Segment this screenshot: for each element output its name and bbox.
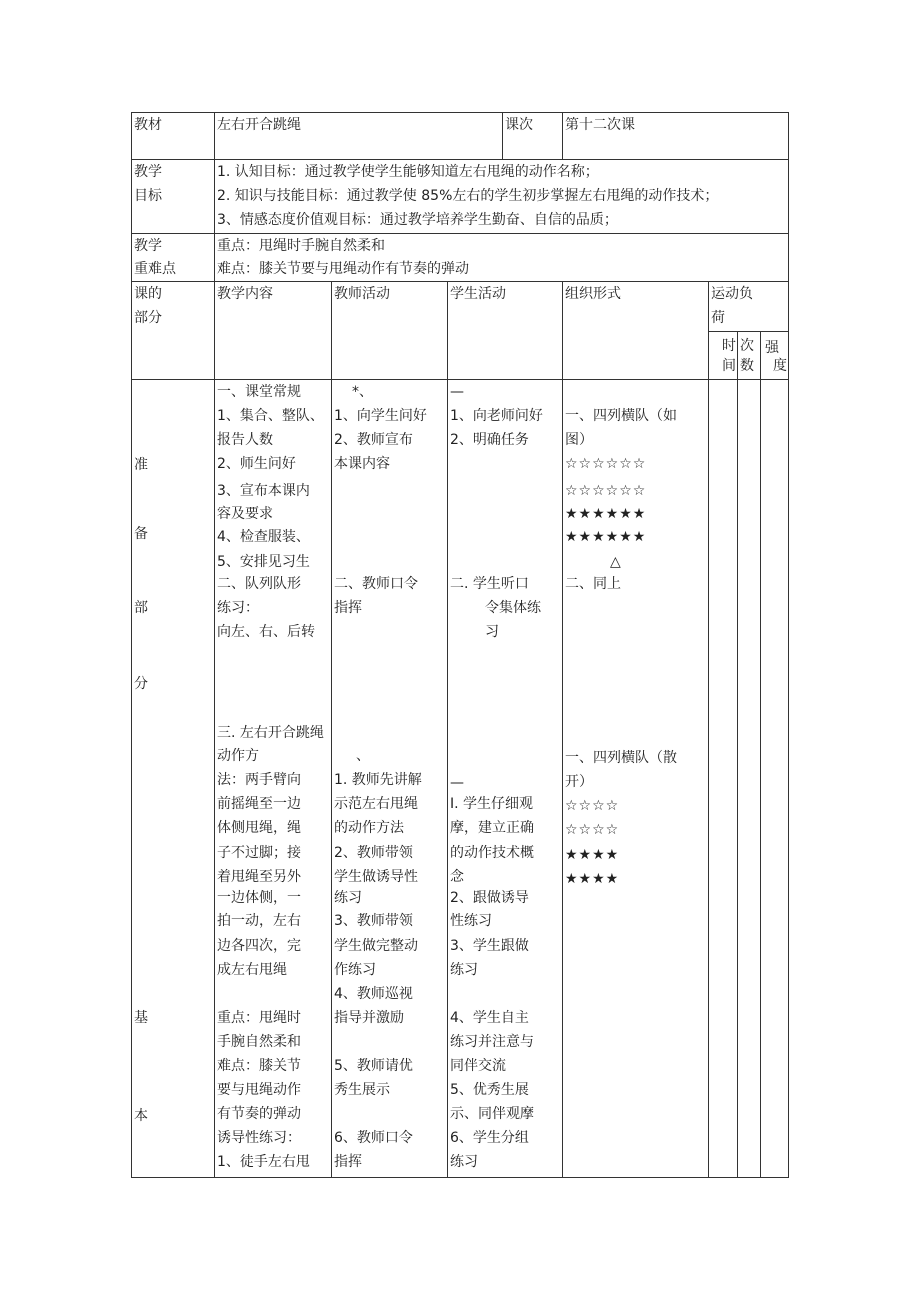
table-rule [331,281,332,1178]
student-line: 2、跟做诱导 [450,890,529,906]
teacher-line: 作练习 [334,962,376,978]
content-line: 要与甩绳动作 [217,1082,301,1098]
table-rule [708,281,709,1178]
student-line: 同伴交流 [450,1058,506,1074]
teacher-line: 3、教师带领 [334,913,413,929]
part-label: 备 [134,526,148,542]
table-border-right [788,112,789,1178]
table-rule [502,112,503,160]
student-line: 习 [485,624,499,640]
column-header-load: 荷 [711,310,725,326]
column-header-student: 学生活动 [450,286,506,302]
content-line: 2、师生问好 [217,456,296,472]
key-points-label: 教学 [134,238,162,254]
material-value: 左右开合跳绳 [217,117,301,133]
table-rule [214,112,215,1178]
student-line: 的动作技术概 [450,845,534,861]
student-mark: — [450,384,464,400]
teacher-line: 指挥 [334,1154,362,1170]
content-line: 练习： [217,600,259,616]
content-line: 5、安排见习生 [217,554,310,570]
org-line: 开） [565,774,593,790]
lesson-number-label: 课次 [505,117,533,133]
key-points-label: 重难点 [134,261,176,277]
content-line: 容及要求 [217,506,273,522]
teacher-line: 秀生展示 [334,1082,390,1098]
teacher-line: 指导并激励 [334,1010,404,1026]
student-mark: — [450,775,464,791]
column-header-count: 数 [740,358,754,374]
student-line: 练习并注意与 [450,1034,534,1050]
table-rule [562,281,563,1178]
formation-row-outline-stars: ☆☆☆☆ [565,798,620,814]
student-line: 摩，建立正确 [450,820,534,836]
teacher-line: 学生做完整动 [334,938,418,954]
column-header-part: 部分 [134,310,162,326]
table-border-left [131,112,132,1178]
org-line: 二、同上 [565,576,621,592]
teacher-line: 1、向学生问好 [334,408,427,424]
formation-row-filled-stars: ★★★★★★ [565,529,647,545]
content-line: 诱导性练习： [217,1130,301,1146]
student-line: 6、学生分组 [450,1130,529,1146]
column-header-organization: 组织形式 [565,286,621,302]
content-line: 重点：甩绳时 [217,1010,301,1026]
goals-label: 教学 [134,164,162,180]
part-label: 本 [134,1108,148,1124]
column-header-teacher: 教师活动 [334,286,390,302]
content-line: 一、课堂常规 [217,384,301,400]
teacher-line: 5、教师请优 [334,1058,413,1074]
goal-item: 1. 认知目标：通过教学使学生能够知道左右甩绳的动作名称； [217,164,599,180]
content-line: 前摇绳至一边 [217,796,301,812]
formation-row-outline-stars: ☆☆☆☆☆☆ [565,483,647,499]
teacher-line: 二、教师口令 [334,576,418,592]
teacher-position-triangle: △ [610,554,621,570]
content-line: 成左右甩绳 [217,962,287,978]
part-label: 分 [134,676,148,692]
content-line: 二、队列队形 [217,576,301,592]
part-label: 部 [134,600,148,616]
column-header-content: 教学内容 [217,286,273,302]
student-line: 4、学生自主 [450,1010,529,1026]
table-rule [760,331,761,1178]
lesson-number-value: 第十二次课 [565,117,635,133]
table-border-bottom [131,1177,789,1178]
student-line: 1、向老师问好 [450,408,543,424]
focus-point: 重点：甩绳时手腕自然柔和 [217,238,385,254]
content-line: 子不过脚；接 [217,845,301,861]
goal-item: 3、情感态度价值观目标：通过教学培养学生勤奋、自信的品质； [217,212,618,228]
formation-row-filled-stars: ★★★★ [565,847,620,863]
content-line: 体侧甩绳，绳 [217,820,301,836]
difficulty-point: 难点：膝关节要与甩绳动作有节奏的弹动 [217,261,469,277]
teacher-line: 6、教师口令 [334,1130,413,1146]
student-line: 示、同伴观摩 [450,1106,534,1122]
org-line: 图） [565,432,593,448]
student-line: 练习 [450,1154,478,1170]
column-header-load: 运动负 [711,286,753,302]
teacher-mark: 、 [356,748,370,764]
formation-row-filled-stars: ★★★★ [565,871,620,887]
column-header-intensity: 度 [773,358,787,374]
goals-label: 目标 [134,188,162,204]
teacher-mark: *、 [352,384,373,400]
student-line: 令集体练 [485,600,541,616]
content-line: 1、徒手左右甩 [217,1154,310,1170]
student-line: 性练习 [450,913,492,929]
student-line: Ⅰ. 学生仔细观 [450,796,534,812]
column-header-count: 次 [740,338,754,354]
content-line: 3、宣布本课内 [217,483,310,499]
org-line: 一、四列横队（散 [565,750,677,766]
part-label: 准 [134,457,148,473]
table-rule [708,331,789,332]
teacher-line: 指挥 [334,600,362,616]
content-line: 难点：膝关节 [217,1058,301,1074]
content-line: 一边体侧，一 [217,890,301,906]
content-line: 有节奏的弹动 [217,1106,301,1122]
goal-item: 2. 知识与技能目标：通过教学使 85%左右的学生初步掌握左右甩绳的动作技术； [217,188,719,204]
org-line: 一、四列横队（如 [565,408,677,424]
formation-row-outline-stars: ☆☆☆☆ [565,822,620,838]
student-line: 5、优秀生展 [450,1082,529,1098]
teacher-line: 2、教师宣布 [334,432,413,448]
student-line: 练习 [450,962,478,978]
teacher-line: 2、教师带领 [334,845,413,861]
content-line: 1、集合、整队、 [217,408,324,424]
content-line: 三. 左右开合跳绳 [217,725,324,741]
teacher-line: 4、教师巡视 [334,986,413,1002]
formation-row-filled-stars: ★★★★★★ [565,506,647,522]
table-rule [447,281,448,1178]
student-line: 2、明确任务 [450,432,529,448]
content-line: 动作方 [217,748,259,764]
student-line: 3、学生跟做 [450,938,529,954]
teacher-line: 练习 [334,890,362,906]
formation-row-outline-stars: ☆☆☆☆☆☆ [565,456,647,472]
content-line: 法：两手臂向 [217,772,301,788]
column-header-time: 时 [722,338,736,354]
teacher-line: 学生做诱导性 [334,869,418,885]
content-line: 着甩绳至另外 [217,869,301,885]
table-rule [562,112,563,160]
content-line: 4、检查服装、 [217,529,310,545]
teacher-line: 本课内容 [334,456,390,472]
material-label: 教材 [134,117,162,133]
content-line: 拍一动，左右 [217,913,301,929]
teacher-line: 1. 教师先讲解 [334,772,422,788]
teacher-line: 示范左右甩绳 [334,796,418,812]
table-rule [737,331,738,1178]
teacher-line: 的动作方法 [334,820,404,836]
column-header-intensity: 强 [765,340,779,356]
content-line: 手腕自然柔和 [217,1034,301,1050]
student-line: 二. 学生听口 [450,576,529,592]
part-label: 基 [134,1010,148,1026]
column-header-time: 间 [722,358,736,374]
student-line: 念 [450,869,464,885]
content-line: 向左、右、后转 [217,624,315,640]
content-line: 报告人数 [217,432,273,448]
column-header-part: 课的 [134,286,162,302]
content-line: 边各四次，完 [217,938,301,954]
